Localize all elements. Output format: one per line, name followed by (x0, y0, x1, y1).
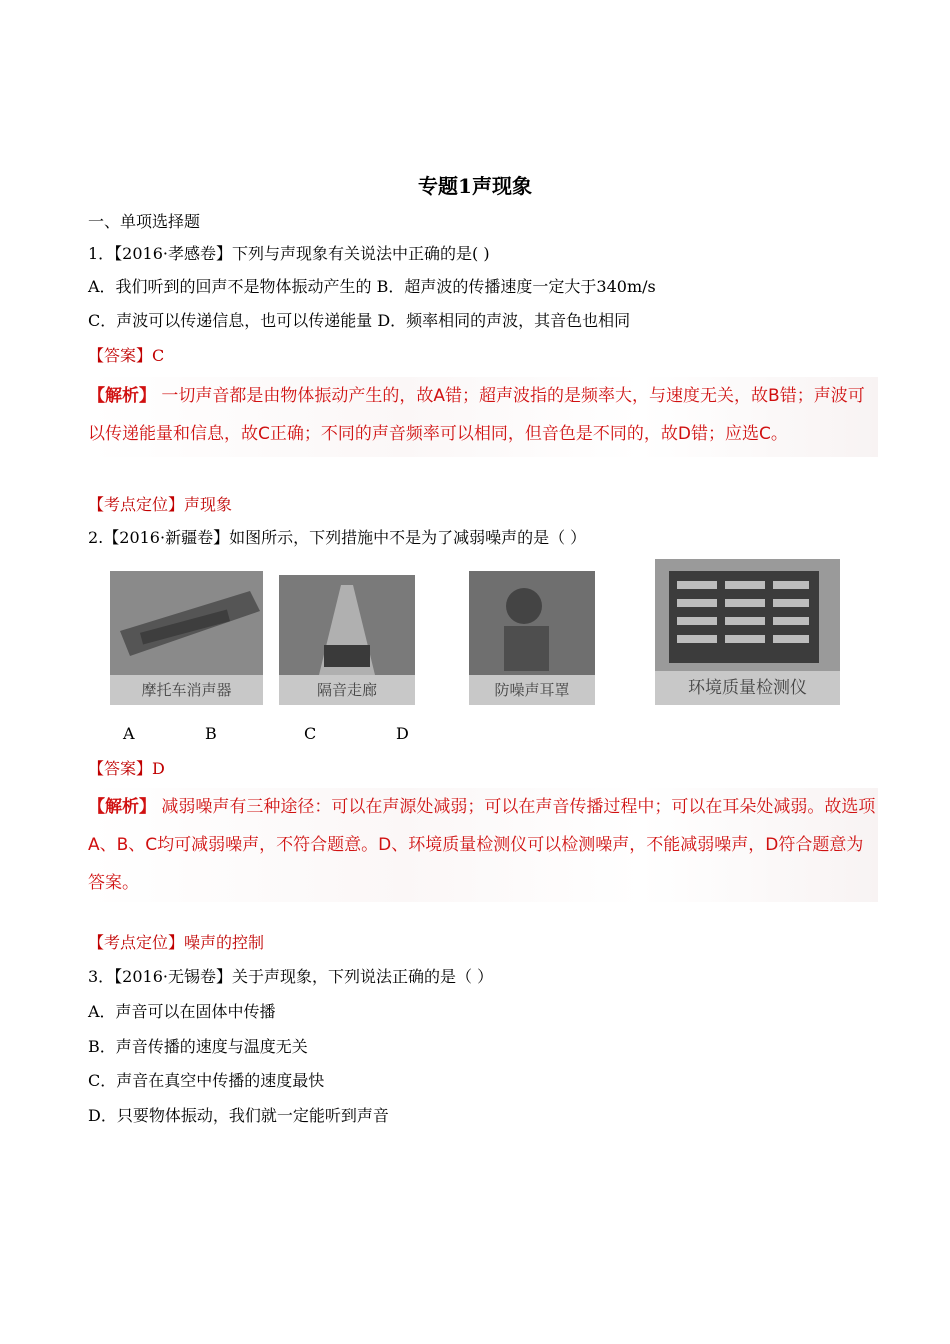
q2-image-b (279, 575, 415, 705)
q2-label-a: A (123, 724, 135, 743)
q2-label-c: C (304, 724, 317, 743)
section-heading: 一、单项选择题 (88, 212, 201, 231)
q2-answer: 【答案】D (88, 759, 165, 778)
q1-options-ab: A．我们听到的回声不是物体振动产生的 B．超声波的传播速度一定大于340m/s (88, 277, 656, 296)
q1-analysis (88, 377, 878, 457)
q1-topic: 【考点定位】声现象 (88, 495, 233, 514)
q2-image-c (469, 571, 595, 705)
q3-option-c: C．声音在真空中传播的速度最快 (88, 1071, 325, 1090)
q2-analysis (88, 788, 878, 902)
q2-analysis-text: 减弱噪声有三种途径：可以在声源处减弱；可以在声音传播过程中；可以在耳朵处减弱。故选项A、B、C均可减弱噪声，不符合题意。D、环境质量检测仪可以检测噪声，不能减弱噪声，D符合题意为答案。 (88, 797, 876, 893)
q1-analysis-text: 一切声音都是由物体振动产生的，故A错；超声波指的是频率大，与速度无关，故B错；声波可以传递能量和信息，故C正确；不同的声音频率可以相同，但音色是不同的，故D错；应选C。 (88, 386, 865, 444)
q2-image-a (110, 571, 263, 705)
q2-image-d-caption: 环境质量检测仪 (655, 671, 840, 705)
muffler-photo (110, 571, 263, 675)
q2-image-a-caption: 摩托车消声器 (110, 675, 263, 705)
page-title: 专题1声现象 (418, 174, 532, 198)
q1-stem: 1．【2016·孝感卷】下列与声现象有关说法中正确的是( ) (88, 244, 490, 263)
q3-option-a: A．声音可以在固体中传播 (88, 1002, 276, 1021)
monitor-display-photo (655, 559, 840, 671)
q1-options-cd: C．声波可以传递信息，也可以传递能量 D．频率相同的声波，其音色也相同 (88, 311, 631, 330)
q3-stem: 3．【2016·无锡卷】关于声现象，下列说法正确的是（ ） (88, 967, 494, 986)
q2-analysis-tag: 【解析】 (88, 797, 156, 817)
corridor-photo (279, 575, 415, 675)
q1-answer: 【答案】C (88, 346, 165, 365)
q3-option-d: D．只要物体振动，我们就一定能听到声音 (88, 1106, 389, 1125)
q1-analysis-tag: 【解析】 (88, 386, 156, 406)
q2-image-c-caption: 防噪声耳罩 (469, 675, 595, 705)
q2-stem: 2.【2016·新疆卷】如图所示，下列措施中不是为了减弱噪声的是（ ） (88, 528, 587, 547)
q3-option-b: B．声音传播的速度与温度无关 (88, 1037, 308, 1056)
q2-image-b-caption: 隔音走廊 (279, 675, 415, 705)
q2-label-d: D (396, 724, 409, 743)
q2-label-b: B (205, 724, 217, 743)
q2-image-d (655, 559, 840, 705)
q2-topic: 【考点定位】噪声的控制 (88, 933, 265, 952)
earmuff-photo (469, 571, 595, 675)
